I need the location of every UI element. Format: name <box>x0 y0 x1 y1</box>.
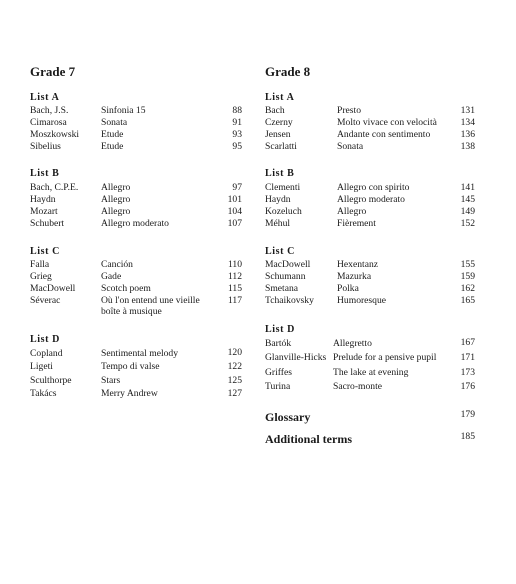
piece-title: Allegro con spirito <box>337 182 410 193</box>
page-number: 117 <box>227 295 242 306</box>
piece-title: Sinfonia 15 <box>101 105 146 116</box>
composer: MacDowell <box>265 259 311 270</box>
list-item <box>30 129 242 141</box>
page-number: 97 <box>232 182 242 193</box>
composer: Bartók <box>265 338 292 349</box>
composer: Tchaikovsky <box>265 295 314 306</box>
list-item <box>30 283 242 295</box>
composer: Mozart <box>30 206 58 217</box>
page-number: 176 <box>460 381 475 392</box>
page-number: 173 <box>460 367 475 378</box>
piece-title: Polka <box>337 283 359 294</box>
grade-8-list-d-heading: List D <box>265 324 295 335</box>
list-item <box>30 206 242 218</box>
piece-title: Mazurka <box>337 271 372 282</box>
composer: Grieg <box>30 271 52 282</box>
list-item <box>30 182 242 194</box>
piece-title: Canción <box>101 259 133 270</box>
grade-7-list-b-heading: List B <box>30 168 60 179</box>
piece-title: Andante con sentimento <box>337 129 431 140</box>
page-number: 141 <box>460 182 475 193</box>
list-item <box>30 141 242 153</box>
list-item <box>265 259 475 271</box>
page-number: 93 <box>232 129 242 140</box>
page-number: 112 <box>227 271 242 282</box>
list-item <box>265 141 475 153</box>
list-item <box>30 348 242 360</box>
page-number: 95 <box>232 141 242 152</box>
piece-title: Etude <box>101 141 124 152</box>
list-item <box>265 129 475 141</box>
piece-title: Allegretto <box>333 338 372 349</box>
page-number: 131 <box>460 105 475 116</box>
list-item <box>30 295 242 319</box>
page-number: 159 <box>460 271 475 282</box>
list-item <box>265 206 475 218</box>
composer: Glanville-Hicks <box>265 352 327 363</box>
page-number: 138 <box>460 141 475 152</box>
piece-title: Sonata <box>337 141 364 152</box>
piece-title-line-1: Où l'on entend une vieille <box>101 295 200 306</box>
piece-title: Hexentanz <box>337 259 379 270</box>
list-item <box>265 194 475 206</box>
composer: Haydn <box>265 194 291 205</box>
grade-8-list-b-heading: List B <box>265 168 295 179</box>
grade-7-list-a-heading: List A <box>30 92 60 103</box>
piece-title: The lake at evening <box>333 367 409 378</box>
composer: Cimarosa <box>30 117 67 128</box>
piece-title: Etude <box>101 129 124 140</box>
composer: Clementi <box>265 182 301 193</box>
page-number: 185 <box>460 431 475 442</box>
list-item <box>265 283 475 295</box>
composer: Sculthorpe <box>30 375 72 386</box>
piece-title: Fièrement <box>337 218 376 229</box>
composer: MacDowell <box>30 283 76 294</box>
list-item <box>30 375 242 387</box>
page-number: 104 <box>227 206 242 217</box>
grade-8-list-c-heading: List C <box>265 246 295 257</box>
composer: Bach, C.P.E. <box>30 182 79 193</box>
composer: Jensen <box>265 129 291 140</box>
piece-title: Prelude for a pensive pupil <box>333 352 437 363</box>
composer: Ligeti <box>30 361 53 372</box>
glossary-label: Glossary <box>265 410 311 424</box>
composer: Smetana <box>265 283 299 294</box>
composer: Turina <box>265 381 291 392</box>
list-item <box>265 338 475 350</box>
page-number: 120 <box>227 347 242 358</box>
piece-title: Sacro-monte <box>333 381 383 392</box>
page-number: 127 <box>227 388 242 399</box>
page-number: 165 <box>460 295 475 306</box>
page-number: 136 <box>460 129 475 140</box>
list-item <box>265 182 475 194</box>
page-number: 107 <box>227 218 242 229</box>
piece-title: Allegro <box>101 206 131 217</box>
composer: Griffes <box>265 367 292 378</box>
page-number: 110 <box>227 259 242 270</box>
grade-7-list-d-heading: List D <box>30 334 60 345</box>
composer: Czerny <box>265 117 293 128</box>
page-number: 115 <box>227 283 242 294</box>
composer: Schubert <box>30 218 65 229</box>
list-item <box>30 361 242 373</box>
grade-7-list-c-heading: List C <box>30 246 60 257</box>
page-number: 152 <box>460 218 475 229</box>
list-item <box>30 388 242 400</box>
composer: Méhul <box>265 218 291 229</box>
page-number: 125 <box>227 375 242 386</box>
page-number: 122 <box>227 361 242 372</box>
piece-title: Gade <box>101 271 122 282</box>
page-number: 101 <box>227 194 242 205</box>
composer: Bach, J.S. <box>30 105 69 116</box>
list-item <box>30 271 242 283</box>
piece-title: Allegro moderato <box>337 194 405 205</box>
list-item <box>30 218 242 230</box>
composer: Scarlatti <box>265 141 297 152</box>
page-number: 179 <box>460 409 475 420</box>
page-number: 145 <box>460 194 475 205</box>
piece-title: Sonata <box>101 117 128 128</box>
list-item <box>30 105 242 117</box>
composer: Schumann <box>265 271 306 282</box>
list-item <box>30 259 242 271</box>
list-item <box>265 352 475 364</box>
piece-title: Scotch poem <box>101 283 151 294</box>
composer: Moszkowski <box>30 129 80 140</box>
composer: Séverac <box>30 295 61 306</box>
piece-title: Tempo di valse <box>101 361 160 372</box>
composer: Falla <box>30 259 50 270</box>
grade-8-heading: Grade 8 <box>265 64 311 79</box>
page-number: 155 <box>460 259 475 270</box>
additional-terms-label: Additional terms <box>265 432 352 446</box>
piece-title: Allegro <box>101 182 131 193</box>
piece-title: Humoresque <box>337 295 387 306</box>
composer: Bach <box>265 105 285 116</box>
piece-title: Merry Andrew <box>101 388 158 399</box>
list-item <box>265 367 475 379</box>
list-item <box>265 105 475 117</box>
composer: Sibelius <box>30 141 61 152</box>
piece-title-line-2: boîte à musique <box>101 306 162 317</box>
list-item <box>30 194 242 206</box>
piece-title: Allegro moderato <box>101 218 169 229</box>
piece-title: Allegro <box>101 194 131 205</box>
piece-title: Presto <box>337 105 361 116</box>
page-number: 162 <box>460 283 475 294</box>
page-number: 171 <box>460 352 475 363</box>
composer: Haydn <box>30 194 56 205</box>
piece-title: Allegro <box>337 206 367 217</box>
page-number: 149 <box>460 206 475 217</box>
piece-title: Stars <box>101 375 121 386</box>
list-item <box>30 117 242 129</box>
page-number: 91 <box>232 117 242 128</box>
list-item <box>265 218 475 230</box>
list-item <box>265 295 475 307</box>
composer: Takács <box>30 388 57 399</box>
page-number: 134 <box>460 117 475 128</box>
piece-title: Molto vivace con velocità <box>337 117 437 128</box>
composer: Kozeluch <box>265 206 302 217</box>
list-item <box>265 271 475 283</box>
list-item <box>265 381 475 393</box>
piece-title: Sentimental melody <box>101 348 179 359</box>
grade-7-heading: Grade 7 <box>30 64 76 79</box>
page-number: 167 <box>460 337 475 348</box>
page-number: 88 <box>232 105 242 116</box>
grade-8-list-a-heading: List A <box>265 92 295 103</box>
composer: Copland <box>30 348 63 359</box>
list-item <box>265 117 475 129</box>
piece-title <box>101 295 200 317</box>
